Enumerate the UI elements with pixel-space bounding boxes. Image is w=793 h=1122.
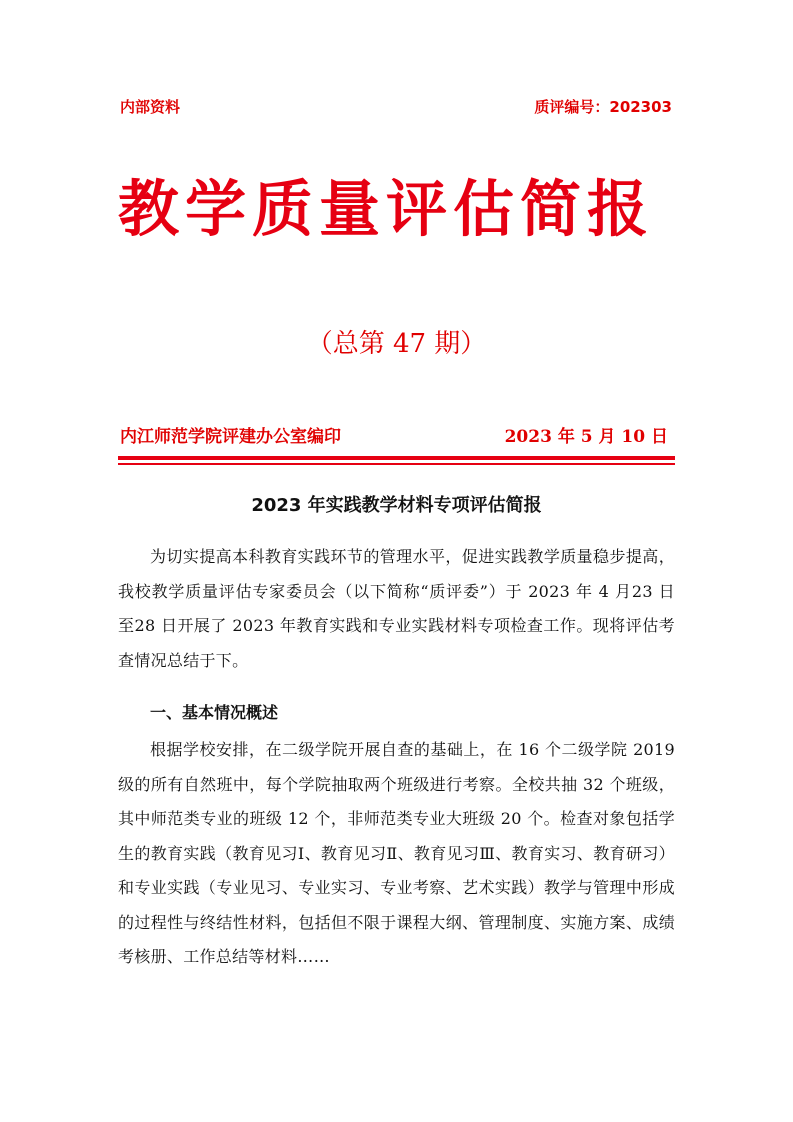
header-divider-thin <box>118 463 675 465</box>
section-heading: 一、基本情况概述 <box>150 703 279 722</box>
masthead-title: 教学质量评估简报 <box>118 174 655 245</box>
issue-number: （总第 47 期） <box>306 329 487 359</box>
publication-date: 2023 年 5 月 10 日 <box>504 427 668 447</box>
section-body-paragraph: 根据学校安排，在二级学院开展自查的基础上，在 16 个二级学院 2019 级的所有自然班中，每个学院抽取两个班级进行考察。全校共抽 32 个班级，其中师范类专业的班级 12 个，非师范类专业大班级 20 个。检查对象包括学生的教育实践（教育见习Ⅰ、教育见习Ⅱ、教育见习Ⅲ、教育实习、教育研习）和专业实践（专业见习、专业实习、专业考察、艺术实践）教学与管理中形成的过程性与终结性材料，包括但不限于课程大纲、管理制度、实施方案、成绩考核册、工作总结等材料…… <box>118 740 675 966</box>
intro-paragraph: 为切实提高本科教育实践环节的管理水平，促进实践教学质量稳步提高，我校教学质量评估专家委员会（以下简称“质评委”）于 2023 年 4 月23 日至28 日开展了 2023 年教育实践和专业实践材料专项检查工作。现将评估考查情况总结于下。 <box>118 547 675 670</box>
serial-number-label: 质评编号：202303 <box>534 98 672 116</box>
article-title: 2023 年实践教学材料专项评估简报 <box>251 495 542 516</box>
editor-imprint: 内江师范学院评建办公室编印 <box>120 427 341 447</box>
header-divider-thick <box>118 456 675 460</box>
internal-document-label: 内部资料 <box>120 98 181 116</box>
